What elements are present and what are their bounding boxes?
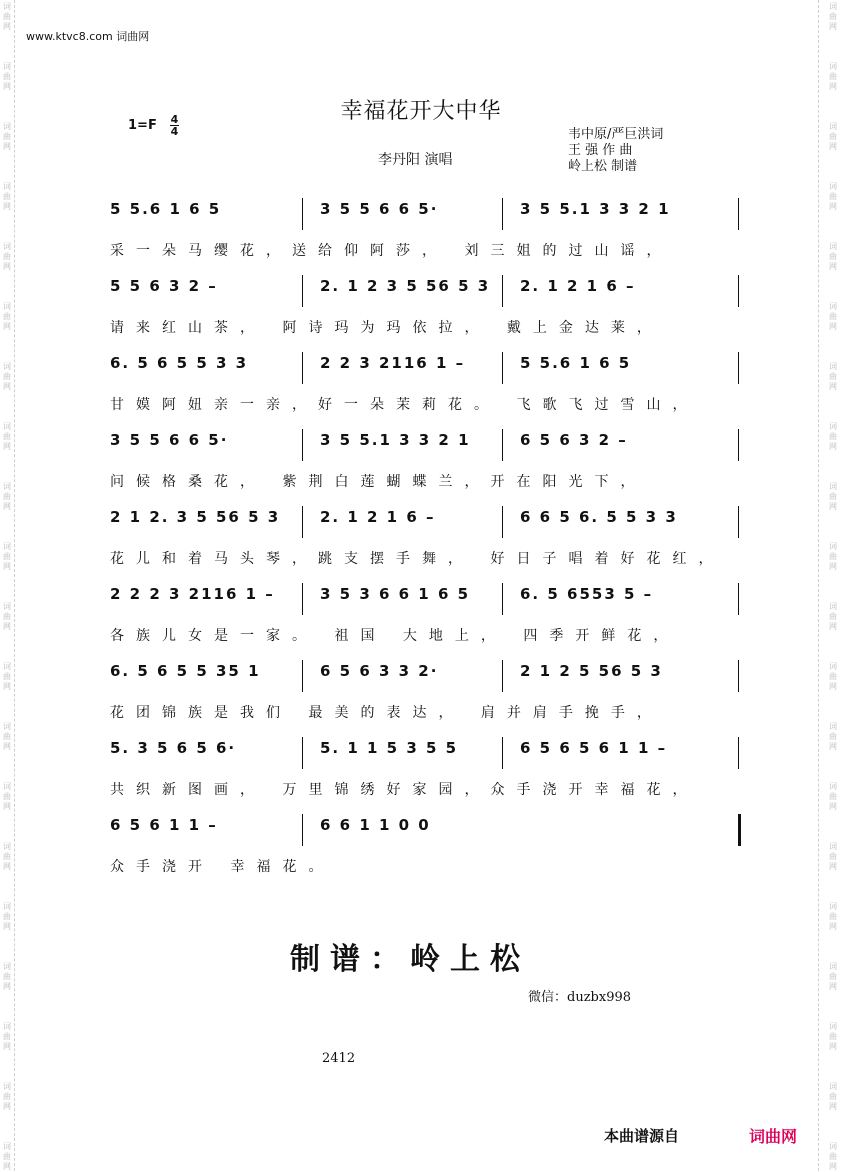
watermark-text: 词 曲 网 [829,902,837,931]
left-watermark [0,0,14,1171]
wechat-id: 微信：duzbx998 [528,990,632,1005]
measure-group: 5 5.6 1 6 5 [110,200,222,218]
measure-group: 6 5 6 3 2 – [520,431,628,449]
watermark-text: 词 曲 网 [829,302,837,331]
barline [738,429,739,461]
barline [302,660,303,692]
lyric-line: 共织新图画， 万里锦绣好家园，众手浇开幸福花， [110,782,699,798]
measure-group: 2 2 3 2116 1 – [320,354,466,372]
measure-group: 6 5 6 5 6 1 1 – [520,739,668,757]
watermark-text: 词 曲 网 [3,1082,11,1111]
final-barline [738,814,741,846]
measure-group: 2. 1 2 1 6 – [520,277,636,295]
barline [302,198,303,230]
watermark-text: 词 曲 网 [3,302,11,331]
barline [502,506,503,538]
watermark-text: 词 曲 网 [3,422,11,451]
measure-group: 6 6 5 6. 5 5 3 3 [520,508,678,526]
watermark-text: 词 曲 网 [3,602,11,631]
watermark-text: 词 曲 网 [3,482,11,511]
lyric-line: 采一朵马缨花，送给仰阿莎， 刘三姐的过山谣， [110,243,673,259]
measure-group: 5. 3 5 6 5 6· [110,739,237,757]
credits [568,127,663,175]
right-watermark [826,0,840,1171]
watermark-text: 词 曲 网 [3,782,11,811]
meter-top: 4 [170,113,179,126]
barline [738,352,739,384]
watermark-text: 词 曲 网 [829,782,837,811]
watermark-text: 词 曲 网 [3,842,11,871]
credit-arranger: 岭上松 制谱 [568,159,638,174]
watermark-text: 词 曲 网 [829,422,837,451]
measure-group: 3 5 5.1 3 3 2 1 [320,431,471,449]
barline [502,737,503,769]
barline [502,429,503,461]
watermark-text: 词 曲 网 [3,722,11,751]
credit-composer: 王 强 作 曲 [568,143,633,158]
measure-group: 3 5 5 6 6 5· [110,431,229,449]
watermark-text: 词 曲 网 [3,122,11,151]
measure-group: 2. 1 2 1 6 – [320,508,436,526]
score-row [110,431,750,491]
barline [738,583,739,615]
score-row [110,585,750,645]
watermark-text: 词 曲 网 [3,62,11,91]
watermark-text: 词 曲 网 [829,62,837,91]
barline [502,583,503,615]
watermark-text: 词 曲 网 [3,962,11,991]
watermark-text: 词 曲 网 [829,122,837,151]
score-row [110,508,750,568]
measure-group: 6. 5 6 5 5 3 3 [110,354,249,372]
barline [502,352,503,384]
barline [738,660,739,692]
watermark-text: 词 曲 网 [3,242,11,271]
measure-group: 5 5 6 3 2 – [110,277,218,295]
barline [302,583,303,615]
barline [738,506,739,538]
barline [738,275,739,307]
measure-group: 2 1 2 5 56 5 3 [520,662,663,680]
lyric-line: 问候格桑花， 紫荆白莲蝴蝶兰，开在阳光下， [110,474,647,490]
measure-group: 6. 5 6553 5 – [520,585,654,603]
measure-group: 3 5 5.1 3 3 2 1 [520,200,671,218]
watermark-text: 词 曲 网 [829,662,837,691]
measure-group: 6 5 6 1 1 – [110,816,218,834]
measure-group: 6 6 1 1 0 0 [320,816,431,834]
key-signature: 1=F [128,118,157,133]
lyric-line: 请来红山茶， 阿诗玛为玛依拉， 戴上金达莱， [110,320,663,336]
watermark-text: 词 曲 网 [829,482,837,511]
measure-group: 3 5 3 6 6 1 6 5 [320,585,471,603]
credit-lyricist: 韦中原/严巨洪词 [568,127,664,142]
lyric-line: 花儿和着马头琴，跳支摆手舞， 好日子唱着好花红， [110,551,725,567]
time-signature [170,114,179,137]
measure-group: 2 2 2 3 2116 1 – [110,585,275,603]
watermark-text: 词 曲 网 [829,1022,837,1051]
song-title: 幸福花开大中华 [340,99,502,124]
score-row [110,662,750,722]
barline [738,737,739,769]
watermark-text: 词 曲 网 [829,1142,837,1171]
watermark-text: 词 曲 网 [829,1082,837,1111]
lyric-line: 甘嫫阿妞亲一亲，好一朵茉莉花。 飞歌飞过雪山， [110,397,699,413]
barline [502,275,503,307]
barline [302,814,303,846]
lyric-line: 众手浇开 幸福花。 [110,859,335,875]
page-number: 2412 [322,1051,356,1066]
left-margin-line [14,0,15,1171]
meter-bottom: 4 [170,125,179,138]
watermark-text: 词 曲 网 [3,902,11,931]
watermark-text: 词 曲 网 [829,722,837,751]
measure-group: 2. 1 2 3 5 56 5 3 [320,277,491,295]
watermark-text: 词 曲 网 [3,542,11,571]
watermark-text: 词 曲 网 [829,182,837,211]
barline [302,352,303,384]
watermark-text: 词 曲 网 [829,962,837,991]
measure-group: 6. 5 6 5 5 35 1 [110,662,261,680]
barline [302,506,303,538]
right-margin-line [818,0,819,1171]
score-row [110,354,750,414]
source-name[interactable]: 词曲网 [749,1127,798,1146]
barline [302,275,303,307]
watermark-text: 词 曲 网 [3,662,11,691]
singer: 李丹阳 演唱 [378,152,453,168]
score-row [110,739,750,799]
watermark-text: 词 曲 网 [829,2,837,31]
watermark-text: 词 曲 网 [829,602,837,631]
barline [502,660,503,692]
measure-group: 2 1 2. 3 5 56 5 3 [110,508,281,526]
barline [738,198,739,230]
measure-group: 5 5.6 1 6 5 [520,354,632,372]
arranger-signature: 制谱：岭上松 [290,942,530,977]
measure-group: 6 5 6 3 3 2· [320,662,439,680]
source-note: 本曲谱源自 [604,1127,680,1145]
barline [302,737,303,769]
watermark-text: 词 曲 网 [3,1142,11,1171]
watermark-text: 词 曲 网 [3,1022,11,1051]
watermark-text: 词 曲 网 [829,842,837,871]
lyric-line: 花团锦族是我们 最美的表达， 肩并肩手挽手， [110,705,663,721]
barline [302,429,303,461]
measure-group: 5. 1 1 5 3 5 5 [320,739,459,757]
measure-group: 3 5 5 6 6 5· [320,200,439,218]
site-label[interactable]: www.ktvc8.com 词曲网 [26,30,150,43]
watermark-text: 词 曲 网 [3,182,11,211]
watermark-text: 词 曲 网 [829,542,837,571]
watermark-text: 词 曲 网 [3,2,11,31]
score-row [110,277,750,337]
score-row [110,200,750,260]
score-row [110,816,750,876]
watermark-text: 词 曲 网 [829,362,837,391]
lyric-line: 各族儿女是一家。 祖国 大地上， 四季开鲜花， [110,628,680,644]
watermark-text: 词 曲 网 [829,242,837,271]
watermark-text: 词 曲 网 [3,362,11,391]
barline [502,198,503,230]
